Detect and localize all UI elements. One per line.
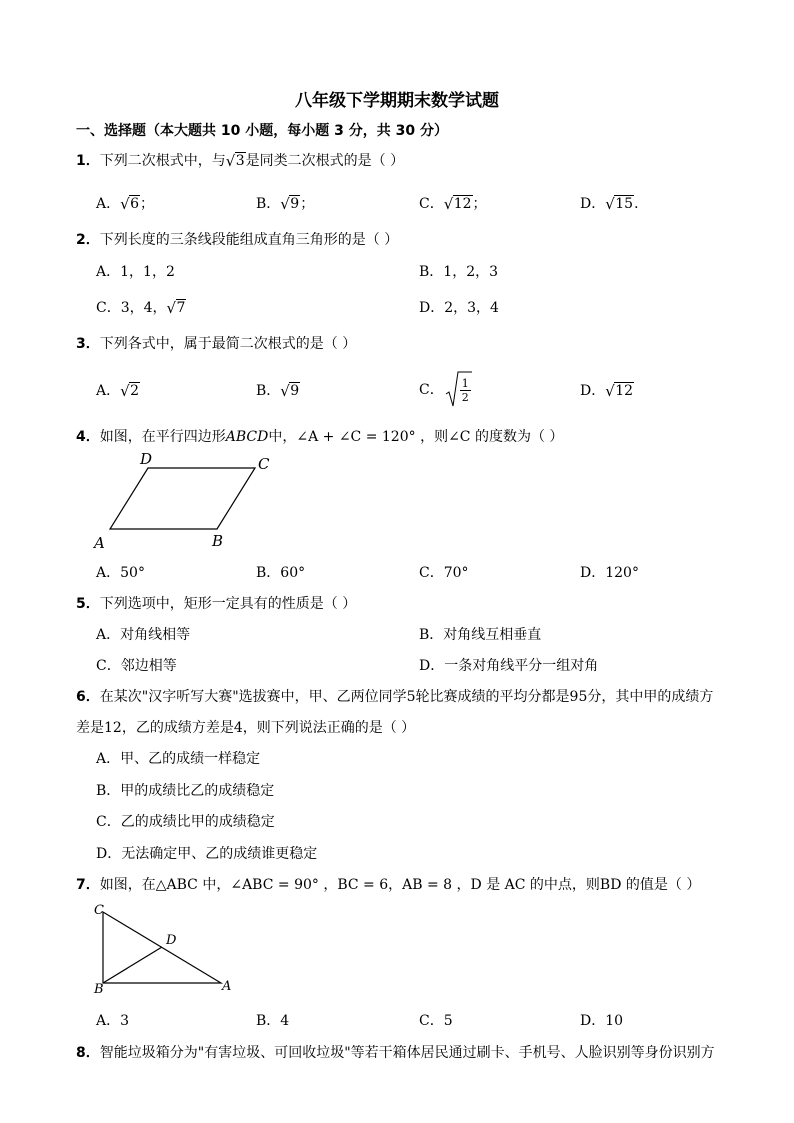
question-4: 4．如图，在平行四边形ABCD中，∠A + ∠C = 120° ，则∠C 的度数为（ ） <box>76 429 564 445</box>
option-a[interactable]: A．甲、乙的成绩一样稳定 <box>96 751 261 767</box>
question-stem: 如图，在△ABC 中，∠ABC = 90° ，BC = 6，AB = 8 ，D 是 AC 的中点，则BD 的值是（ ） <box>99 877 701 893</box>
midpoint-d-label: D <box>166 933 177 948</box>
option-b[interactable]: B．4 <box>256 1013 290 1029</box>
question-stem: 下列二次根式中，与 <box>99 153 226 169</box>
parallelogram-figure <box>90 450 290 555</box>
option-b[interactable]: B．√ 9； <box>256 193 314 213</box>
option-d[interactable]: D．2，3，4 <box>419 300 499 316</box>
option-d[interactable]: D．一条对角线平分一组对角 <box>419 658 599 674</box>
option-c[interactable]: C． $\frac{1}{2}$ <box>419 370 471 410</box>
option-c[interactable]: C．5 <box>419 1013 453 1029</box>
question-2 <box>76 229 398 249</box>
option-a[interactable]: A．3 <box>96 1013 130 1029</box>
question-stem: 智能垃圾箱分为"有害垃圾、可回收垃圾"等若干箱体居民通过刷卡、手机号、人脸识别等身份识别方 <box>99 1045 715 1061</box>
question-number: 8． <box>76 1045 100 1061</box>
question-3 <box>76 333 356 353</box>
vertex-c-label: C <box>258 455 270 473</box>
option-d[interactable]: D．无法确定甲、乙的成绩谁更稳定 <box>96 846 318 862</box>
question-7 <box>76 874 700 894</box>
option-a[interactable]: A．√ 2 <box>96 380 140 400</box>
question-stem: 如图，在平行四边形 <box>99 429 226 445</box>
option-b[interactable]: B．对角线互相垂直 <box>419 627 542 643</box>
option-c[interactable]: C．√ 12； <box>419 193 487 213</box>
option-b[interactable]: B．1，2，3 <box>419 264 499 280</box>
option-b[interactable]: B．√ 9 <box>256 380 300 400</box>
section-heading: 一、选择题（本大题共 10 小题，每小题 3 分，共 30 分） <box>76 123 448 139</box>
question-stem: 下列各式中，属于最简二次根式的是（ ） <box>99 336 357 352</box>
question-stem-line1: 在某次"汉字听写大赛"选拔赛中，甲、乙两位同学5轮比赛成绩的平均分都是95分，其中甲的成绩方 <box>99 689 714 705</box>
option-d[interactable]: D．10 <box>580 1013 624 1029</box>
vertex-a-label: A <box>94 534 105 552</box>
question-6 <box>76 686 713 706</box>
option-d[interactable]: D．120° <box>580 565 639 581</box>
question-number: 1． <box>76 153 100 169</box>
option-d[interactable]: D．√ 12 <box>580 380 634 400</box>
radical: √ 3 <box>226 153 246 169</box>
question-number: 3． <box>76 336 100 352</box>
question-8 <box>76 1042 715 1062</box>
vertex-b-label: B <box>212 532 224 550</box>
option-a[interactable]: A．50° <box>96 565 145 581</box>
question-number: 5． <box>76 596 100 612</box>
question-number: 6． <box>76 689 100 705</box>
option-a[interactable]: A．1，1，2 <box>96 264 175 280</box>
option-b[interactable]: B．甲的成绩比乙的成绩稳定 <box>96 783 275 799</box>
question-number: 7． <box>76 877 100 893</box>
question-number: 4． <box>76 429 100 445</box>
vertex-d-label: D <box>140 450 153 468</box>
option-c[interactable]: C．3，4，√ 7 <box>96 297 186 317</box>
triangle-figure <box>88 900 238 1000</box>
option-a[interactable]: A．对角线相等 <box>96 627 191 643</box>
vertex-a-label: A <box>222 979 232 994</box>
option-d[interactable]: D．√ 15． <box>580 193 648 213</box>
question-1: 1．下列二次根式中，与√ 3是同类二次根式的是（ ） <box>76 150 404 170</box>
option-c[interactable]: C．乙的成绩比甲的成绩稳定 <box>96 814 275 830</box>
question-number: 2． <box>76 232 100 248</box>
question-stem: 下列选项中，矩形一定具有的性质是（ ） <box>99 596 357 612</box>
page-title: 八年级下学期期末数学试题 <box>295 91 499 111</box>
question-5 <box>76 593 356 613</box>
option-b[interactable]: B．60° <box>256 565 306 581</box>
question-6-line2: 差是12，乙的成绩方差是4，则下列说法正确的是（ ） <box>76 720 416 736</box>
vertex-c-label: C <box>94 903 104 918</box>
option-c[interactable]: C．70° <box>419 565 469 581</box>
question-stem: 下列长度的三条线段能组成直角三角形的是（ ） <box>99 232 399 248</box>
vertex-b-label: B <box>94 982 104 997</box>
option-a[interactable]: A．√ 6； <box>96 193 154 213</box>
option-c[interactable]: C．邻边相等 <box>96 658 177 674</box>
